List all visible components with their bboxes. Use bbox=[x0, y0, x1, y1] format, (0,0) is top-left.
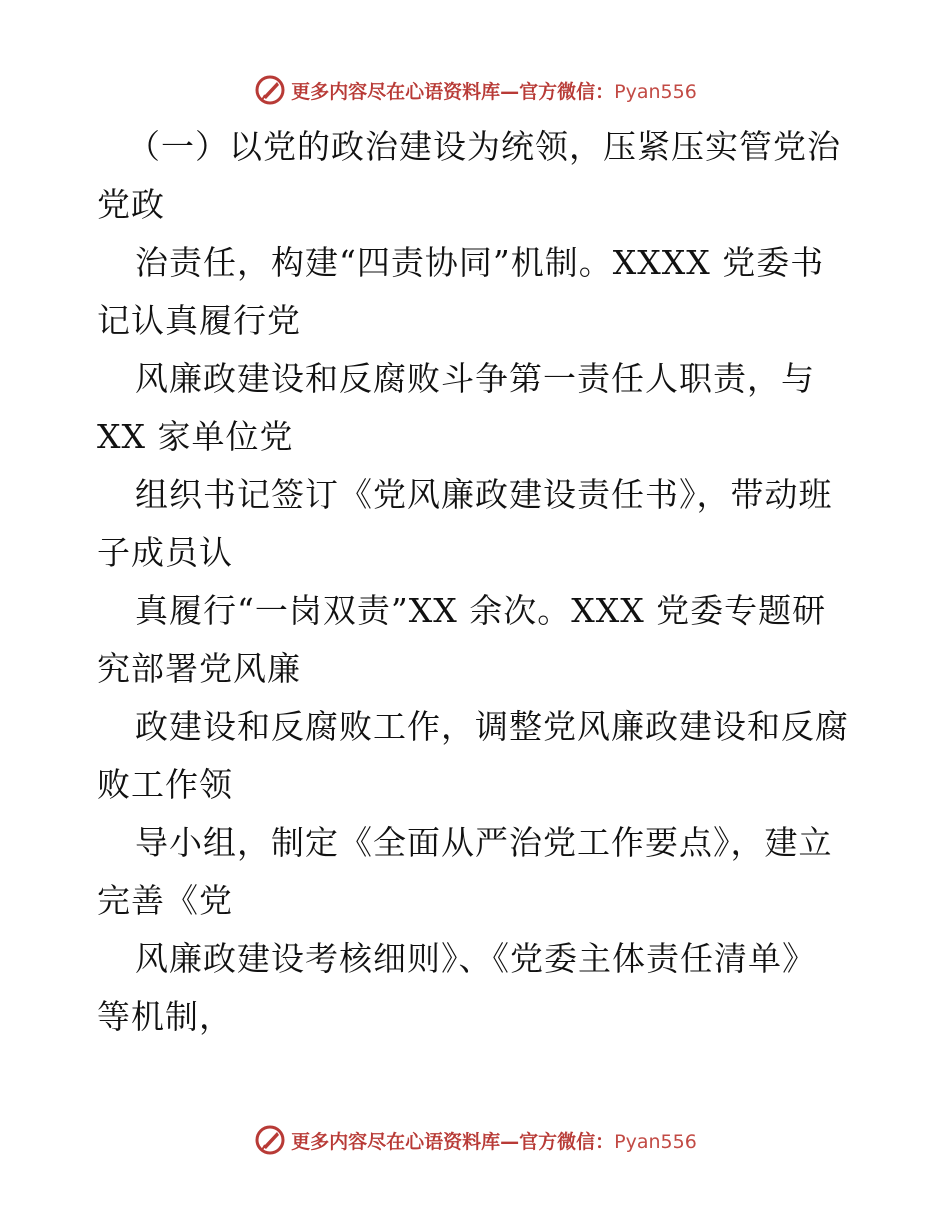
header-banner bbox=[0, 70, 950, 110]
body-line: 政建设和反腐败工作，调整党风廉政建设和反腐 bbox=[135, 707, 849, 746]
body-line: 风廉政建设考核细则》、《党委主体责任清单》 bbox=[135, 939, 816, 978]
document-body bbox=[97, 118, 857, 1046]
body-line: 治责任，构建“四责协同”机制。XXXX 党委书 bbox=[135, 243, 825, 282]
body-line: 真履行“一岗双责”XX 余次。XXX 党委专题研 bbox=[135, 591, 827, 630]
body-line: XX 家单位党 bbox=[97, 417, 294, 456]
quill-logo-icon bbox=[253, 73, 287, 107]
body-line: 风廉政建设和反腐败斗争第一责任人职责，与 bbox=[135, 359, 815, 398]
body-line: 导小组，制定《全面从严治党工作要点》，建立 bbox=[135, 823, 833, 862]
footer-banner-text: 更多内容尽在心语资料库—官方微信：Pyan556 bbox=[291, 1130, 697, 1153]
body-line: （一）以党的政治建设为统领，压紧压实管党治 bbox=[127, 127, 841, 166]
footer-banner bbox=[0, 1120, 950, 1160]
body-line: 记认真履行党 bbox=[97, 301, 301, 340]
body-line: 组织书记签订《党风廉政建设责任书》，带动班 bbox=[135, 475, 833, 514]
body-line: 究部署党风廉 bbox=[97, 649, 301, 688]
body-line: 等机制， bbox=[97, 997, 233, 1036]
body-line: 败工作领 bbox=[97, 765, 233, 804]
header-wechat-handle: Pyan556 bbox=[614, 80, 697, 103]
body-line: 完善《党 bbox=[97, 881, 233, 920]
quill-logo-icon bbox=[253, 1123, 287, 1157]
body-line: 子成员认 bbox=[97, 533, 233, 572]
body-line: 党政 bbox=[97, 185, 165, 224]
header-banner-text: 更多内容尽在心语资料库—官方微信：Pyan556 bbox=[291, 80, 697, 103]
footer-wechat-handle: Pyan556 bbox=[614, 1130, 697, 1153]
